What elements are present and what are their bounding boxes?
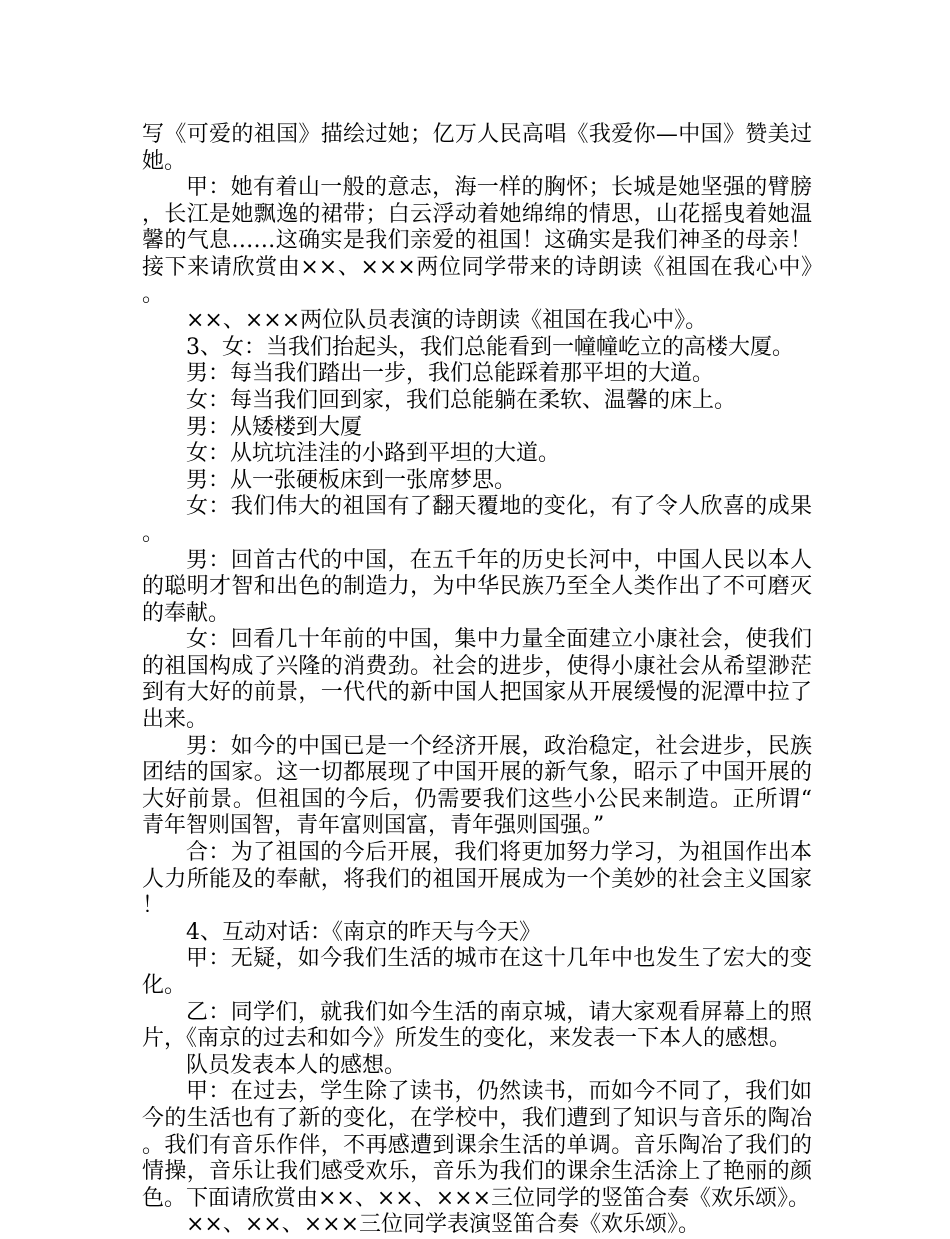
paragraph: 4、互动对话：《南京的昨天与今天》	[186, 919, 541, 945]
paragraph: 乙：同学们，就我们如今生活的南京城，请大家观看屏幕上的照片，《南京的过去和如今》所发生的变化，来发表一下本人的感想。	[142, 999, 812, 1052]
paragraph: 女：从坑坑洼洼的小路到平坦的大道。	[186, 441, 561, 467]
paragraph: 写《可爱的祖国》描绘过她；亿万人民高唱《我爱你—中国》赞美过她。	[142, 122, 812, 174]
paragraph: 男：每当我们踏出一步，我们总能踩着那平坦的大道。	[186, 361, 715, 387]
paragraph: 男：从一张硬板床到一张席梦思。	[186, 467, 517, 493]
paragraph: 甲：在过去，学生除了读书，仍然读书，而如今不同了，我们如今的生活也有了新的变化，在学校中，我们遭到了知识与音乐的陶冶。我们有音乐作伴，不再感遭到课余生活的单调。音乐陶冶了我们的情操，音乐让我们感受欢乐，音乐为我们的课余生活涂上了艳丽的颜色。下面请欣赏由××、××、×××三位同学的竖笛合奏《欢乐颂》。	[142, 1079, 812, 1211]
paragraph: 3、女：当我们抬起头，我们总能看到一幢幢屹立的高楼大厦。	[186, 334, 794, 360]
paragraph: ××、×××两位队员表演的诗朗读《祖国在我心中》。	[186, 308, 708, 334]
paragraph: 甲：她有着山一般的意志，海一样的胸怀；长城是她坚强的臂膀，长江是她飘逸的裙带；白云浮动着她绵绵的情思，山花摇曳着她温馨的气息……这确实是我们亲爱的祖国！这确实是我们神圣的母亲！接下来请欣赏由××、×××两位同学带来的诗朗读《祖国在我心中》。	[142, 175, 812, 307]
paragraph: 女：每当我们回到家，我们总能躺在柔软、温馨的床上。	[186, 387, 737, 413]
paragraph: 女：回看几十年前的中国，集中力量全面建立小康社会，使我们的祖国构成了兴隆的消费劲。社会的进步，使得小康社会从希望渺茫到有大好的前景，一代代的新中国人把国家从开展缓慢的泥潭中拉了出来。	[142, 627, 812, 733]
paragraph: ××、××、×××三位同学表演竖笛合奏《欢乐颂》。	[186, 1212, 701, 1238]
paragraph: 男：如今的中国已是一个经济开展，政治稳定，社会进步，民族团结的国家。这一切都展现了中国开展的新气象，昭示了中国开展的大好前景。但祖国的今后，仍需要我们这些小公民来制造。正所谓“青年智则国智，青年富则国富，青年强则国强。”	[142, 733, 812, 839]
paragraph: 甲：无疑，如今我们生活的城市在这十几年中也发生了宏大的变化。	[142, 946, 812, 998]
paragraph: 男：回首古代的中国，在五千年的历史长河中，中国人民以本人的聪明才智和出色的制造力，为中华民族乃至全人类作出了不可磨灭的奉献。	[142, 547, 812, 626]
document-page	[142, 122, 812, 1239]
paragraph: 队员发表本人的感想。	[186, 1052, 407, 1078]
paragraph: 合：为了祖国的今后开展，我们将更加努力学习，为祖国作出本人力所能及的奉献，将我们的祖国开展成为一个美妙的社会主义国家！	[142, 840, 812, 919]
paragraph: 女：我们伟大的祖国有了翻天覆地的变化，有了令人欣喜的成果。	[142, 494, 812, 546]
paragraph: 男：从矮楼到大厦	[186, 414, 363, 440]
